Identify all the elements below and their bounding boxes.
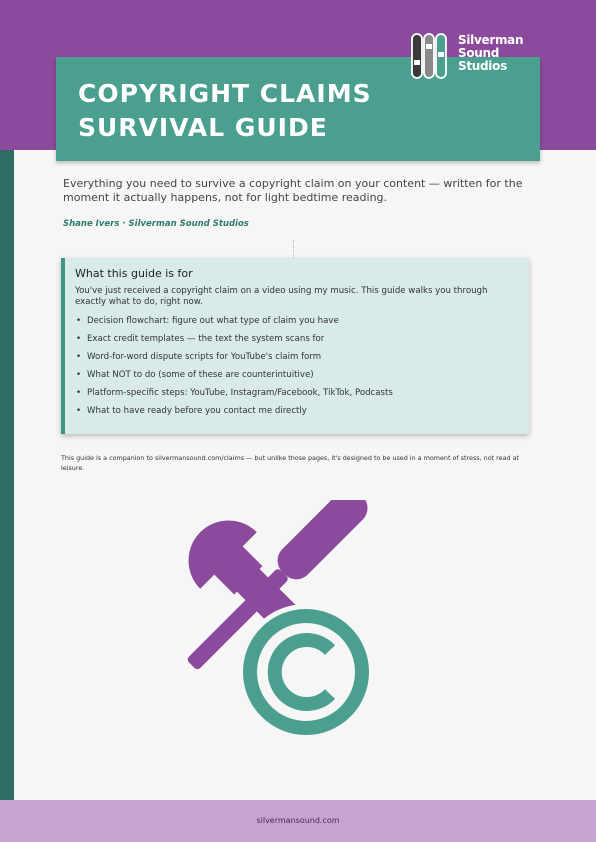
companion-note: This guide is a companion to silvermansound.com/claims — but unlike those pages, it's designed to be used in a moment of stress, not read at leisure. [61,454,520,472]
logo-line-2: Sound [458,46,500,60]
dotted-divider [293,240,294,260]
feature-list [75,312,519,420]
page-title [78,77,372,145]
list-item: • Word-for-word dispute scripts for YouTube's claim form [75,348,519,366]
title-line-1: COPYRIGHT CLAIMS [78,79,372,108]
purpose-callout [61,258,529,434]
page-footer [0,800,596,842]
list-item: • Platform-specific steps: YouTube, Instagram/Facebook, TikTok, Podcasts [75,384,519,402]
list-item: • What NOT to do (some of these are counterintuitive) [75,366,519,384]
footer-website-link[interactable]: silvermansound.com [256,816,340,825]
logo-line-3: Studios [458,59,507,73]
callout-title: What this guide is for [75,267,193,280]
intro-paragraph: Everything you need to survive a copyright claim on your content — written for the moment it actually happens, not for light bedtime reading. [63,177,523,204]
brand-logo [410,32,540,80]
left-accent-strip [0,150,14,842]
list-item: • What to have ready before you contact me directly [75,402,519,420]
list-item: • Decision flowchart: figure out what type of claim you have [75,312,519,330]
logo-wordmark [458,34,523,73]
author-byline: Shane Ivers · Silverman Sound Studios [63,219,249,229]
callout-description: You've just received a copyright claim on a video using my music. This guide walks you through exactly what to do, right now. [75,286,488,307]
mixing-fader-icon [410,32,456,80]
logo-line-1: Silverman [458,33,524,47]
tools-copyright-icon [168,500,388,760]
title-line-2: SURVIVAL GUIDE [78,113,328,142]
list-item: • Exact credit templates — the text the system scans for [75,330,519,348]
